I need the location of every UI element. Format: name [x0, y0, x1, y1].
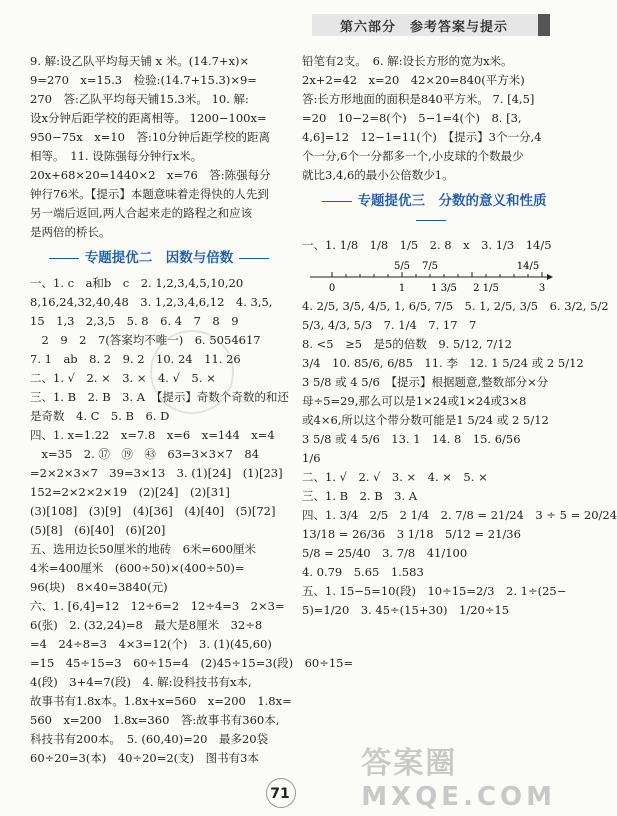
text-line: 4米=400厘米 (600÷50)×(400÷50)= — [30, 561, 245, 575]
page-number: 71 — [270, 786, 290, 802]
header-tab — [538, 14, 550, 36]
text-line: 96(块) 8×40=3840(元) — [30, 580, 168, 594]
text-line: 三、1. B 2. B 3. A 【提示】奇数个奇数的和还 — [30, 390, 289, 404]
text-line: =4 24÷8=3 4×3=12(个) 3. (1)(45,60) — [30, 637, 272, 651]
right-column — [302, 52, 617, 620]
text-line: 8,16,24,32,40,48 3. 1,2,3,4,6,12 4. 3,5, — [30, 295, 273, 309]
text-line: 3 5/8 或 4 5/6 【提示】根据题意,整数部分×分 — [302, 375, 549, 389]
text-line: (5)[8] (6)[40] (6)[20] — [30, 523, 166, 537]
header-title: 第六部分 参考答案与提示 — [340, 20, 509, 35]
right-block-2b — [302, 297, 617, 620]
text-line: 6(张) 2. (32,24)=8 最大是8厘米 32÷8 — [30, 618, 263, 632]
text-line: 个一分,6个一分都多一个,小皮球的个数最少 — [302, 149, 524, 163]
text-line: 3 5/8 或 4 5/6 13. 1 14. 8 15. 6/56 — [302, 432, 521, 446]
text-line: 就比3,4,6的最小公倍数少1。 — [302, 168, 454, 182]
text-line: 5/8 = 25/40 3. 7/8 41/100 — [302, 546, 468, 560]
number-line-top-label: 5/5 — [393, 261, 411, 272]
text-line: 母÷5=29,那么可以是1×24或1×24或3×8 — [302, 394, 527, 408]
text-line: 钟行76米。【提示】本题意味着走得快的人先到 — [30, 187, 269, 201]
watermark: 答案圈 MXQE.COM — [361, 746, 556, 812]
left-block-2 — [30, 274, 354, 768]
number-line-arrow — [547, 274, 553, 280]
text-line: 4. 2/5, 3/5, 4/5, 1, 6/5, 7/5 5. 1, 2/5, 3/5 6. 3/2, 5/2 — [302, 299, 609, 313]
text-line: 4(段) 3+4=7(段) 4. 解:设科技书有x本, — [30, 675, 252, 689]
text-line: 15 1,3 2,3,5 5. 8 6. 4 7 8 9 — [30, 314, 239, 328]
text-line: 二、1. √ 2. × 3. × 4. √ 5. × — [30, 371, 216, 385]
text-line: 相等。 11. 设陈强每分钟行x米。 — [30, 149, 203, 163]
section-title-2: 专题提优二 因数与倍数 — [30, 249, 288, 268]
number-line-top-label: 14/5 — [516, 261, 540, 272]
text-line: 5)=1/20 3. 45÷(15+30) 1/20÷15 — [302, 603, 510, 617]
text-line: 8. <5 ≥5 是5的倍数 9. 5/12, 7/12 — [302, 337, 512, 351]
text-line: 2 9 2 7(答案均不唯一) 6. 5054617 — [30, 333, 261, 347]
number-line-top-label: 7/5 — [421, 261, 439, 272]
text-line: 二、1. √ 2. √ 3. × 4. × 5. × — [302, 470, 488, 484]
text-line: 五、1. 15−5=10(段) 10÷15=2/3 2. 1÷(25− — [302, 584, 567, 598]
text-line: 科技书有200本。 5. (60,40)=20 最多20袋 — [30, 732, 269, 746]
text-line: 20x+68×20=1440×2 x=76 答:陈强每分 — [30, 168, 271, 182]
text-line: x=35 2. ⑰ ⑲ ㊸ 63=3×3×7 84 — [30, 447, 260, 461]
text-line: 560 x=200 1.8x=360 答:故事书有360本, — [30, 713, 280, 727]
text-line: 是两倍的桥长。 — [30, 225, 111, 239]
right-block-1 — [302, 52, 560, 185]
text-line: 设x分钟后距学校的距离相等。 1200−100x= — [30, 111, 267, 125]
number-line-label: 0 — [328, 283, 336, 294]
text-line: =2×2×3×7 39=3×13 3. (1)[24] (1)[23] — [30, 466, 283, 480]
text-line: 或4×6,所以这个带分数可能是1 5/24 或 2 5/12 — [302, 413, 549, 427]
number-line-label: 1 3/5 — [431, 283, 457, 294]
number-line-label: 1 — [398, 283, 406, 294]
left-column — [30, 52, 354, 768]
number-line-svg — [302, 257, 552, 295]
text-line: 五、选用边长50厘米的地砖 6米=600厘米 — [30, 542, 257, 556]
text-line: 四、1. 3/4 2/5 2 1/4 2. 7/8 = 21/24 3 ÷ 5 = 20/24 — [302, 508, 617, 522]
text-line: 一、1. 1/8 1/8 1/5 2. 8 x 3. 1/3 14/5 — [302, 238, 552, 252]
text-line: 铅笔有2支。 6. 解:设长方形的宽为x米。 — [302, 54, 513, 68]
right-block-2a — [302, 236, 560, 255]
text-line: 答:长方形地面的面积是840平方米。 7. [4,5] — [302, 92, 535, 106]
text-line: =20 10−2=8(个) 5−1=4(个) 8. [3, — [302, 111, 522, 125]
text-line: =15 45÷15=3 60÷15=4 (2)45÷15=3(段) 60÷15= — [30, 656, 354, 670]
text-line: 故事书有1.8x本。1.8x+x=560 x=200 1.8x= — [30, 694, 292, 708]
text-line: 9=270 x=15.3 检验:(14.7+15.3)×9= — [30, 73, 257, 87]
text-line: 950−75x x=10 答:10分钟后距学校的距离 — [30, 130, 270, 144]
text-line: 60÷20=3(本) 40÷20=2(支) 图书有3本 — [30, 751, 259, 765]
number-line-label: 2 1/5 — [473, 283, 499, 294]
text-line: 7. 1 ab 8. 2 9. 2 10. 24 11. 26 — [30, 352, 241, 366]
text-line: 4,6]=12 12−1=11(个) 【提示】3个一分,4 — [302, 130, 542, 144]
text-line: 一、1. c a和b c 2. 1,2,3,4,5,10,20 — [30, 276, 244, 290]
number-line-label: 3 — [538, 283, 546, 294]
left-block-1 — [30, 52, 288, 242]
text-line: 另一端后返回,两人合起来走的路程之和应该 — [30, 206, 253, 220]
number-line — [302, 257, 560, 295]
text-line: 是奇数 4. C 5. B 6. D — [30, 409, 170, 423]
text-line: 1/6 — [302, 451, 321, 465]
text-line: 四、1. x=1.22 x=7.8 x=6 x=144 x=4 — [30, 428, 275, 442]
text-line: 六、1. [6,4]=12 12÷6=2 12÷4=3 2×3= — [30, 599, 285, 613]
text-line: (3)[108] (3)[9] (4)[36] (4)[40] (5)[72] — [30, 504, 276, 518]
text-line: 三、1. B 2. B 3. A — [302, 489, 418, 503]
text-line: 13/18 = 26/36 3 1/18 5/12 = 21/36 — [302, 527, 521, 541]
text-line: 9. 解:设乙队平均每天铺 x 米。(14.7+x)× — [30, 54, 250, 68]
text-line: 2x+2=42 x=20 42×20=840(平方米) — [302, 73, 525, 87]
text-line: 4. 0.79 5.65 1.583 — [302, 565, 424, 579]
section-title-3: 专题提优三 分数的意义和性质 — [302, 192, 560, 230]
text-line: 5/3, 4/3, 5/3 7. 1/4 7. 17 7 — [302, 318, 477, 332]
text-line: 3/4 10. 85/6, 6/85 11. 李 12. 1 5/24 或 2 5/12 — [302, 356, 584, 370]
text-line: 152=2×2×2×19 (2)[24] (2)[31] — [30, 485, 230, 499]
text-line: 270 答:乙队平均每天铺15.3米。 10. 解: — [30, 92, 249, 106]
